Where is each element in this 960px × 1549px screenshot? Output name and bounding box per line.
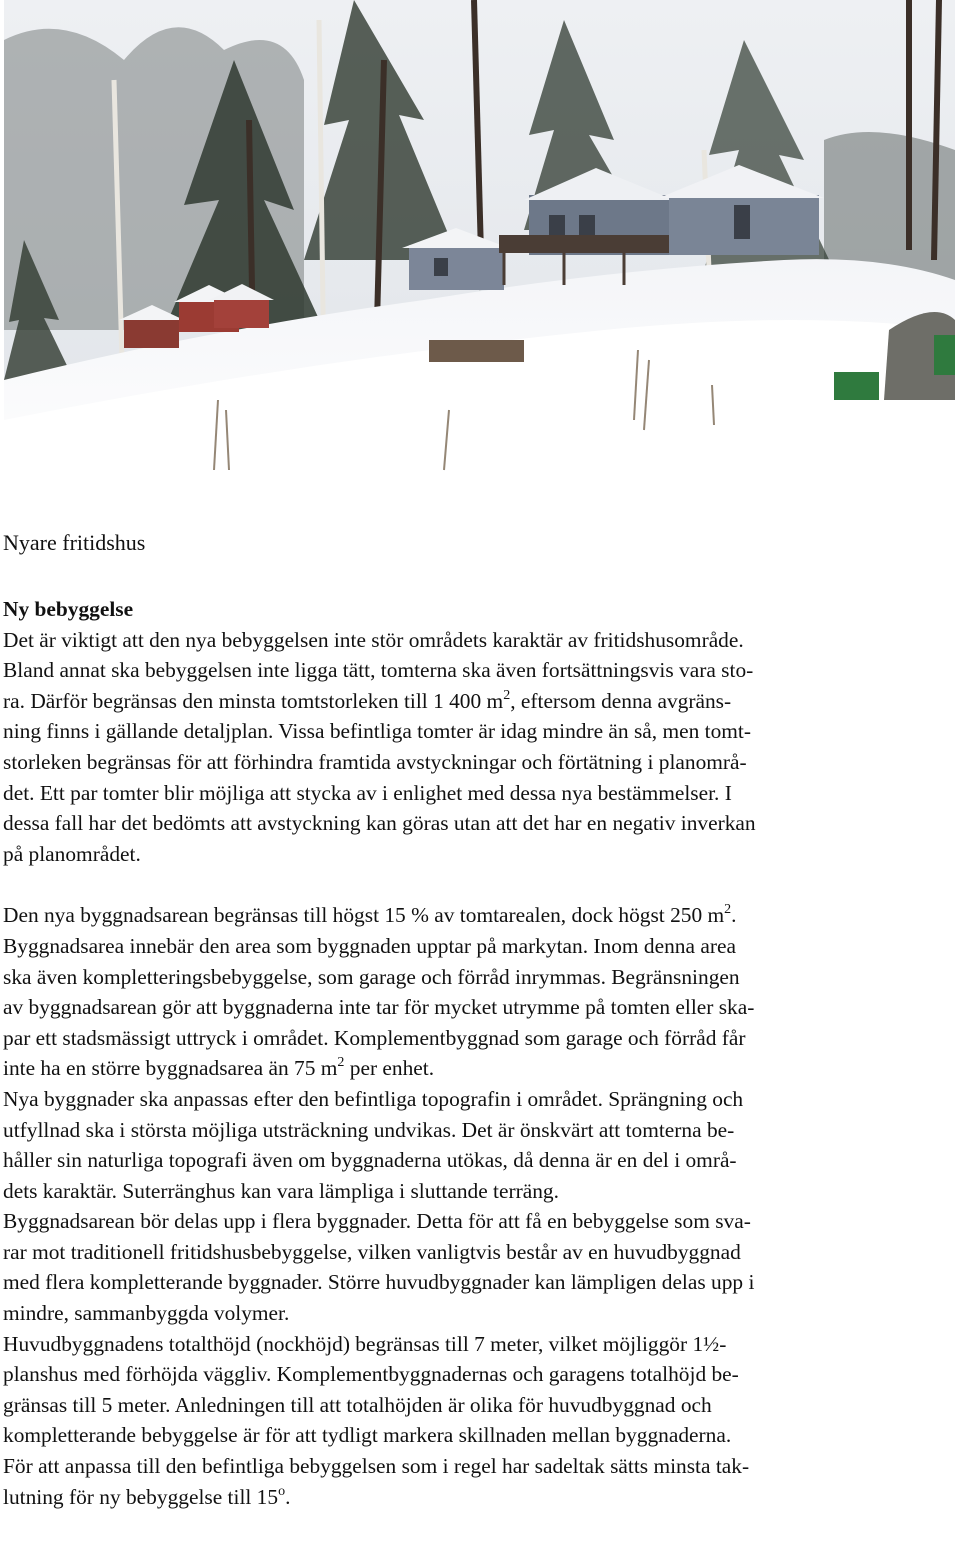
document-body <box>3 594 953 1512</box>
paragraph-2 <box>3 900 953 1084</box>
text-line: par ett stadsmässigt uttryck i området. Komplementbyggnad som garage och förråd får <box>3 1025 746 1050</box>
paragraph-1 <box>3 625 953 870</box>
text-line: Nya byggnader ska anpassas efter den befintliga topografin i området. Sprängning och <box>3 1086 744 1111</box>
section-heading: Ny bebyggelse <box>3 597 134 621</box>
text-line: Den nya byggnadsarean begränsas till högst 15 % av tomtarealen, dock högst 250 $m^2$. <box>3 902 737 928</box>
photo-caption: Nyare fritidshus <box>3 530 146 555</box>
text-line: rar mot traditionell fritidshusbebyggelse, vilken vanligtvis består av en huvudbyggnad <box>3 1239 741 1264</box>
text-line: kompletterande bebyggelse är för att tydligt markera skillnaden mellan byggnaderna. <box>3 1423 732 1448</box>
text-line: med flera kompletterande byggnader. Större huvudbyggnader kan lämpligen delas upp i <box>3 1270 755 1295</box>
superscript: o <box>278 1483 286 1499</box>
text-line: dessa fall har det bedömts att avstyckning kan göras utan att det har en negativ inverkan <box>3 811 756 836</box>
text-line: gränsas till 5 meter. Anledningen till att totalhöjden är olika för huvudbyggnad och <box>3 1392 712 1417</box>
superscript: 2 <box>724 902 732 918</box>
superscript: 2 <box>337 1055 345 1071</box>
text-line: inte ha en större byggnadsarea än 75 $m^2$ per enhet. <box>3 1055 435 1081</box>
winter-house-photo <box>4 0 955 515</box>
text-line: storleken begränsas för att förhindra framtida avstyckningar och förtätning i planområ- <box>3 749 747 774</box>
text-line: Bland annat ska bebyggelsen inte ligga tätt, tomterna ska även fortsättningsvis vara sto- <box>3 658 754 683</box>
paragraph-3 <box>3 1084 953 1206</box>
text-line: utfyllnad ska i största möjliga utsträckning undvikas. Det är önskvärt att tomterna be- <box>3 1117 735 1142</box>
text-line: Huvudbyggnadens totalthöjd (nockhöjd) begränsas till 7 meter, vilket möjliggör 1½- <box>3 1331 727 1356</box>
text-line: Byggnadsarea innebär den area som byggnaden upptar på markytan. Inom denna area <box>3 933 736 958</box>
text-line: För att anpassa till den befintliga bebyggelsen som i regel har sadeltak sätts minsta tak- <box>3 1454 750 1479</box>
paragraph-5 <box>3 1329 953 1513</box>
text-line: av byggnadsarean gör att byggnaderna inte tar för mycket utrymme på tomten eller ska- <box>3 995 755 1020</box>
text-line: på planområdet. <box>3 841 141 866</box>
text-line: ska även kompletteringsbebyggelse, som garage och förråd inrymmas. Begränsningen <box>3 964 740 989</box>
text-line: planshus med förhöjda väggliv. Komplementbyggnadernas och garagens totalhöjd be- <box>3 1362 739 1387</box>
superscript: 2 <box>503 687 511 703</box>
text-line: det. Ett par tomter blir möjliga att stycka av i enlighet med dessa nya bestämmelser. I <box>3 780 732 805</box>
text-line: Byggnadsarean bör delas upp i flera byggnader. Detta för att få en bebyggelse som sva- <box>3 1209 751 1234</box>
text-line: Det är viktigt att den nya bebyggelsen inte stör områdets karaktär av fritidshusområde. <box>3 627 744 652</box>
text-line: ra. Därför begränsas den minsta tomtstorleken till 1 400 $m^2$, eftersom denna avgräns- <box>3 687 732 713</box>
text-line: ning finns i gällande detaljplan. Vissa befintliga tomter är idag mindre än så, men tomt- <box>3 719 751 744</box>
text-line: lutning för ny bebyggelse till 15$^o$. <box>3 1483 291 1509</box>
text-line: håller sin naturliga topografi även om byggnaderna utökas, då denna är en del i områ- <box>3 1148 737 1173</box>
text-line: dets karaktär. Suterränghus kan vara lämpliga i sluttande terräng. <box>3 1178 559 1203</box>
text-line: mindre, sammanbyggda volymer. <box>3 1301 290 1326</box>
paragraph-4 <box>3 1206 953 1328</box>
